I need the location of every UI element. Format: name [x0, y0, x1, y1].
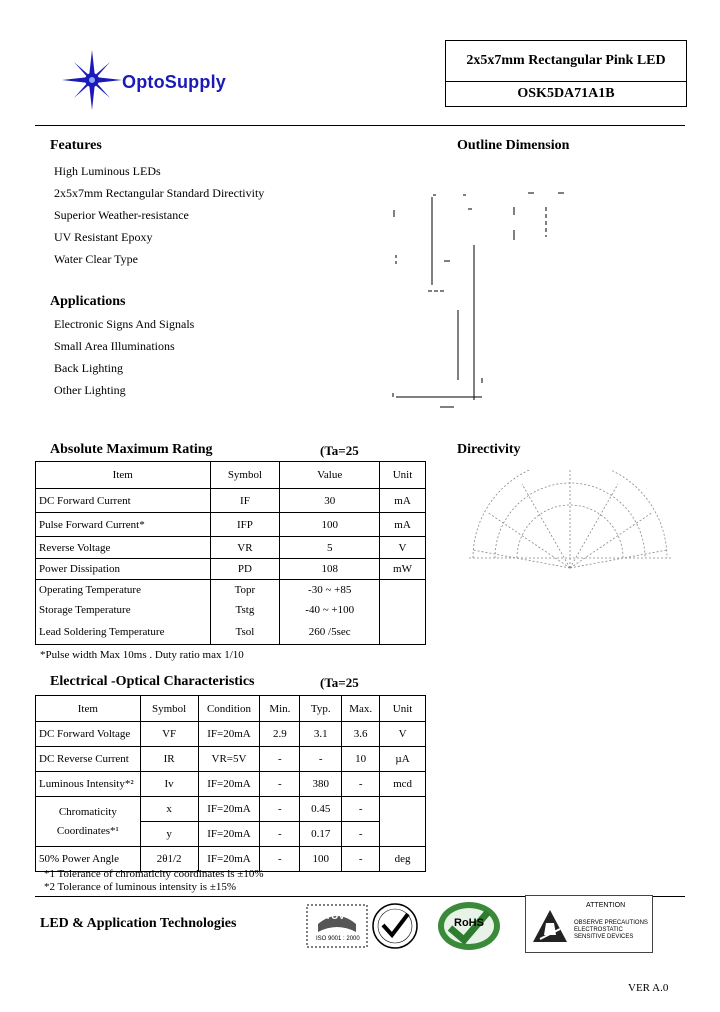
cell-unit: V	[380, 537, 426, 559]
cell-symbol: IFP	[210, 513, 280, 537]
column-header: Unit	[380, 696, 426, 722]
version-label: VER A.0	[628, 982, 669, 994]
cell-typ: 0.45	[300, 797, 342, 822]
column-header: Symbol	[140, 696, 198, 722]
cell-unit: deg	[380, 847, 426, 872]
cell-unit: mcd	[380, 772, 426, 797]
cell-symbol: Tstg	[210, 600, 280, 620]
cell-min: -	[260, 847, 300, 872]
application-item: Small Area Illuminations	[54, 339, 175, 353]
table-row	[36, 620, 426, 644]
table-row	[36, 537, 426, 559]
feature-item: UV Resistant Epoxy	[54, 230, 153, 244]
cell-item: Pulse Forward Current*	[36, 513, 211, 537]
cell-symbol: x	[140, 797, 198, 822]
column-header: Min.	[260, 696, 300, 722]
cell-typ: 3.1	[300, 722, 342, 747]
cell-symbol: IF	[210, 489, 280, 513]
cell-max: 3.6	[342, 722, 380, 747]
table-row	[36, 580, 426, 601]
features-heading: Features	[50, 138, 102, 153]
tuv-badge	[306, 904, 368, 948]
attention-title: ATTENTION	[586, 902, 626, 909]
table-row	[36, 559, 426, 580]
cell-item: Lead Soldering Temperature	[36, 620, 211, 644]
cell-typ: 0.17	[300, 822, 342, 847]
column-header: Value	[280, 462, 380, 489]
cell-item: 50% Power Angle	[36, 847, 141, 872]
column-header: Condition	[198, 696, 260, 722]
cell-unit: mA	[380, 489, 426, 513]
feature-item: 2x5x7mm Rectangular Standard Directivity	[54, 186, 265, 200]
column-header: Max.	[342, 696, 380, 722]
cell-max: -	[342, 772, 380, 797]
quality-badge	[370, 902, 420, 950]
cell-value: 30	[280, 489, 380, 513]
column-header: Symbol	[210, 462, 280, 489]
abs-max-heading: Absolute Maximum Rating	[50, 442, 213, 457]
feature-item: Water Clear Type	[54, 252, 138, 266]
star-logo-icon	[62, 50, 122, 110]
column-header: Item	[36, 462, 211, 489]
cell-value: 5	[280, 537, 380, 559]
cell-symbol: IR	[140, 747, 198, 772]
cell-min: -	[260, 772, 300, 797]
table-row	[36, 722, 426, 747]
column-header: Unit	[380, 462, 426, 489]
table-row	[36, 797, 426, 822]
esd-warning-icon	[532, 909, 568, 943]
table-row	[36, 513, 426, 537]
iso-label: ISO 9001 : 2000	[316, 936, 360, 942]
table-row	[36, 747, 426, 772]
electro-heading: Electrical -Optical Characteristics	[50, 674, 255, 689]
cell-unit	[380, 580, 426, 645]
electro-note: *1 Tolerance of chromaticity coordinates is ±10%	[44, 868, 264, 880]
rohs-badge	[436, 900, 502, 952]
cell-item: DC Forward Current	[36, 489, 211, 513]
electro-table	[35, 695, 426, 872]
cell-symbol: y	[140, 822, 198, 847]
application-item: Electronic Signs And Signals	[54, 317, 195, 331]
cell-symbol: Tsol	[210, 620, 280, 644]
chromaticity-label: Chromaticity	[58, 805, 117, 818]
application-item: Other Lighting	[54, 383, 126, 397]
cell-typ: 100	[300, 847, 342, 872]
cell-value: 108	[280, 559, 380, 580]
cell-symbol: Topr	[210, 580, 280, 601]
cell-item: DC Reverse Current	[36, 747, 141, 772]
polar-directivity-diagram	[465, 470, 675, 580]
cell-condition: IF=20mA	[198, 797, 260, 822]
cell-condition: IF=20mA	[198, 722, 260, 747]
led-outline-diagram	[388, 185, 578, 415]
cell-typ: -	[300, 747, 342, 772]
cell-symbol: VF	[140, 722, 198, 747]
outline-heading: Outline Dimension	[457, 138, 570, 153]
table-row	[36, 772, 426, 797]
esd-attention-box	[525, 895, 653, 953]
column-header: Item	[36, 696, 141, 722]
outline-drawing	[388, 185, 578, 415]
title-box	[445, 40, 687, 107]
cell-item: DC Forward Voltage	[36, 722, 141, 747]
cell-condition: IF=20mA	[198, 847, 260, 872]
cell-unit: µA	[380, 747, 426, 772]
tuv-label: TÜV	[325, 911, 345, 922]
table-row	[36, 600, 426, 620]
part-number: OSK5DA71A1B	[517, 86, 615, 101]
directivity-heading: Directivity	[457, 442, 521, 457]
attention-line: ELECTROSTATIC	[574, 927, 623, 933]
brand-logo	[62, 50, 122, 110]
cell-max: -	[342, 797, 380, 822]
cell-max: -	[342, 822, 380, 847]
cell-unit: mW	[380, 559, 426, 580]
cell-symbol: VR	[210, 537, 280, 559]
cell-value: -30 ~ +85	[280, 580, 380, 601]
checkmark-seal-icon	[370, 902, 420, 950]
feature-item: High Luminous LEDs	[54, 164, 161, 178]
cell-item: Reverse Voltage	[36, 537, 211, 559]
cell-min: -	[260, 822, 300, 847]
cell-min: 2.9	[260, 722, 300, 747]
applications-heading: Applications	[50, 294, 126, 309]
abs-max-table	[35, 461, 426, 645]
cell-unit	[380, 797, 426, 847]
cell-condition: IF=20mA	[198, 822, 260, 847]
product-title: 2x5x7mm Rectangular Pink LED	[446, 41, 686, 82]
cell-symbol: 2θ1/2	[140, 847, 198, 872]
electro-note: *2 Tolerance of luminous intensity is ±15%	[44, 881, 237, 893]
cell-item-chromaticity	[36, 797, 141, 847]
header-divider	[35, 125, 685, 126]
directivity-chart	[465, 470, 675, 580]
coordinates-label: Coordinates*¹	[56, 824, 119, 837]
table-row	[36, 489, 426, 513]
rohs-label: RoHS	[454, 917, 484, 929]
abs-max-condition: (Ta=25	[320, 443, 359, 458]
cell-value: 100	[280, 513, 380, 537]
attention-line: OBSERVE PRECAUTIONS	[574, 920, 648, 926]
application-item: Back Lighting	[54, 361, 123, 375]
cell-unit: V	[380, 722, 426, 747]
cell-item: Operating Temperature	[36, 580, 211, 601]
cell-min: -	[260, 747, 300, 772]
footer-company: LED & Application Technologies	[40, 916, 237, 931]
cell-condition: VR=5V	[198, 747, 260, 772]
cell-value: -40 ~ +100	[280, 600, 380, 620]
cell-item: Storage Temperature	[36, 600, 211, 620]
cell-unit: mA	[380, 513, 426, 537]
cell-min: -	[260, 797, 300, 822]
cell-item: Power Dissipation	[36, 559, 211, 580]
cell-value: 260 /5sec	[280, 620, 380, 644]
feature-item: Superior Weather-resistance	[54, 208, 189, 222]
cell-max: -	[342, 847, 380, 872]
cell-typ: 380	[300, 772, 342, 797]
cell-symbol: PD	[210, 559, 280, 580]
cell-symbol: Iv	[140, 772, 198, 797]
attention-line: SENSITIVE DEVICES	[574, 934, 634, 940]
cell-condition: IF=20mA	[198, 772, 260, 797]
brand-name: OptoSupply	[122, 72, 226, 92]
cell-max: 10	[342, 747, 380, 772]
cell-item: Luminous Intensity*²	[36, 772, 141, 797]
abs-max-note: *Pulse width Max 10ms . Duty ratio max 1/10	[40, 649, 244, 661]
electro-condition: (Ta=25	[320, 675, 359, 690]
column-header: Typ.	[300, 696, 342, 722]
